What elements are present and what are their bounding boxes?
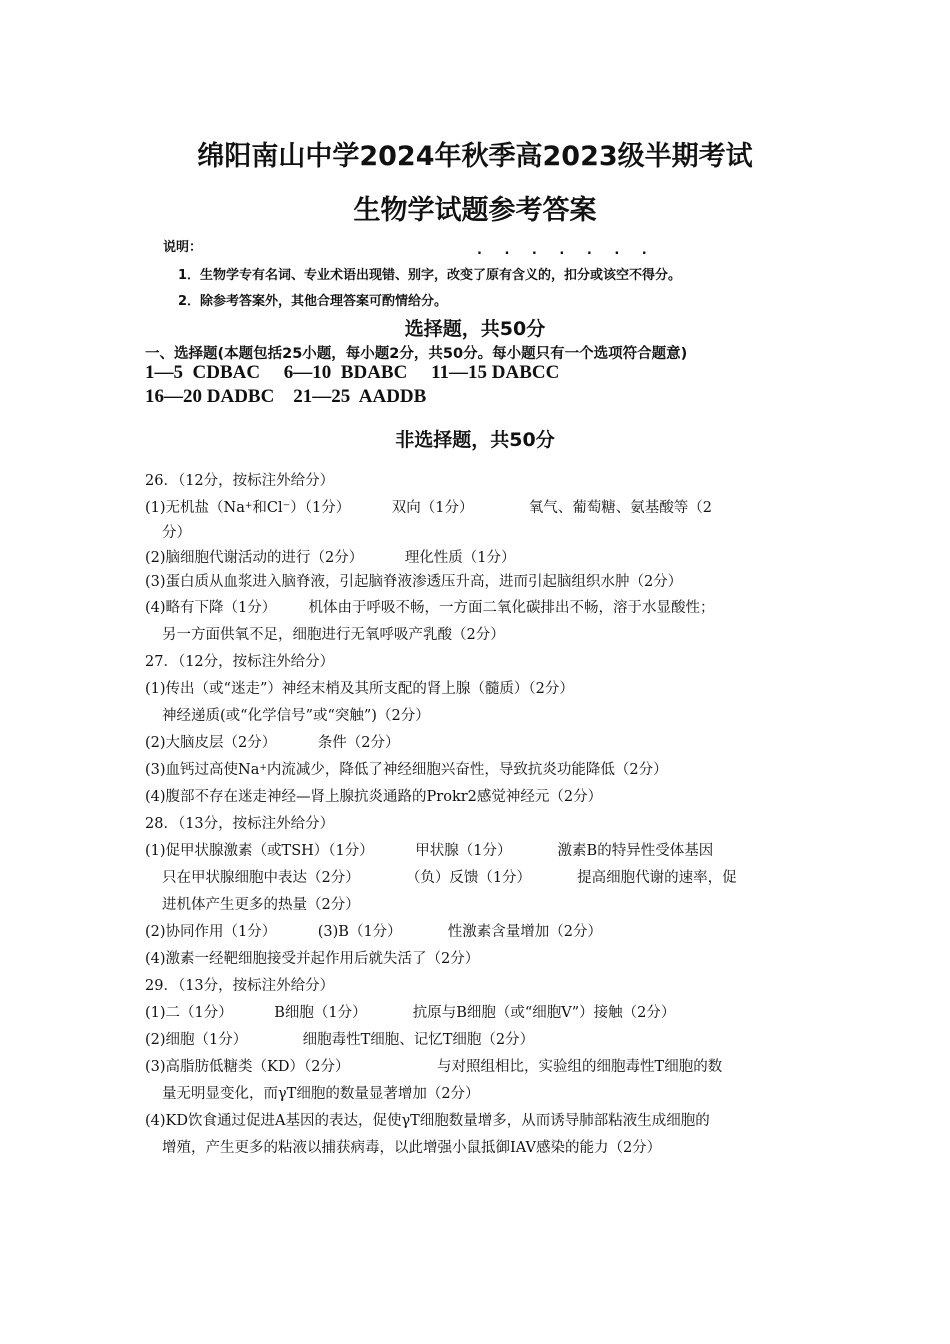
- answer-line: 量无明显变化，而γT细胞的数量显著增加（2分）: [162, 1086, 480, 1102]
- answer-line: (1)促甲状腺激素（或TSH）（1分） 甲状腺（1分） 激素B的特异性受体基因: [145, 843, 714, 859]
- mc-intro: 一、选择题(本题包括25小题，每小题2分，共50分。每小题只有一个选项符合题意): [145, 346, 688, 362]
- answer-line: (2)大脑皮层（2分） 条件（2分）: [145, 735, 400, 751]
- answer-line: (4)激素一经靶细胞接受并起作用后就失活了（2分）: [145, 951, 480, 967]
- superscript: +: [259, 763, 267, 773]
- note-item: 1．生物学专有名词、专业术语出现错、别字，改变了原有含义的，扣分或该空不得分。: [178, 268, 682, 283]
- superscript: +: [244, 501, 253, 511]
- answer-line: 神经递质(或“化学信号”或“突触”)（2分）: [162, 708, 430, 724]
- answer-text: (3)血钙过高使Na: [145, 762, 260, 778]
- mc-answers-line: 16—20 DADBC 21—25 AADDB: [145, 386, 427, 407]
- answer-line: (2)细胞（1分） 细胞毒性T细胞、记忆T细胞（2分）: [145, 1032, 535, 1048]
- document-subtitle: 生物学试题参考答案: [353, 195, 597, 226]
- mc-answers-line: 1—5 CDBAC 6—10 BDABC 11—15 DABCC: [145, 362, 560, 383]
- answer-line: (4)KD饮食通过促进A基因的表达，促使γT细胞数量增多，从而诱导肺部粘液生成细胞的: [145, 1113, 710, 1129]
- question-head: 28．（13分，按标注外给分）: [145, 816, 335, 832]
- answer-line: (4)腹部不存在迷走神经—肾上腺抗炎通路的Prokr2感觉神经元（2分）: [145, 789, 603, 805]
- answer-line: (4)略有下降（1分） 机体由于呼吸不畅，一方面二氧化碳排出不畅，溶于水显酸性；: [145, 600, 715, 616]
- answer-line: 增殖，产生更多的粘液以捕获病毒，以此增强小鼠抵御IAV感染的能力（2分）: [162, 1140, 662, 1156]
- note-item: 2．除参考答案外，其他合理答案可酌情给分。: [178, 294, 448, 309]
- answer-line: (1)传出（或“迷走”）神经末梢及其所支配的肾上腺（髓质）（2分）: [145, 681, 574, 697]
- notes-heading: 说明：: [163, 240, 203, 255]
- answer-line: [145, 498, 712, 518]
- document-title: 绵阳南山中学2024年秋季高2023级半期考试: [197, 141, 753, 172]
- emphasis-dots: . . . . . . .: [477, 243, 656, 258]
- answer-line: [145, 760, 668, 780]
- answer-line: (2)协同作用（1分） (3)B（1分） 性激素含量增加（2分）: [145, 924, 602, 940]
- answer-line: 进机体产生更多的热量（2分）: [162, 897, 360, 913]
- section-heading-free: 非选择题，共50分: [395, 429, 555, 451]
- answer-text: (1)无机盐（Na: [145, 500, 245, 516]
- answer-text: 和Cl⁻）（1分） 双向（1分） 氧气、葡萄糖、氨基酸等（2: [252, 500, 713, 516]
- answer-line: (1)二（1分） B细胞（1分） 抗原与B细胞（或“细胞Ⅴ”）接触（2分）: [145, 1005, 676, 1021]
- question-head: 26．（12分，按标注外给分）: [145, 473, 335, 489]
- answer-line: 分）: [162, 525, 191, 541]
- answer-line: 只在甲状腺细胞中表达（2分） （负）反馈（1分） 提高细胞代谢的速率，促: [162, 870, 737, 886]
- section-heading-mc: 选择题，共50分: [404, 318, 546, 340]
- answer-line: (3)高脂肪低糖类（KD）（2分） 与对照组相比，实验组的细胞毒性T细胞的数: [145, 1059, 723, 1075]
- question-head: 27．（12分，按标注外给分）: [145, 654, 335, 670]
- answer-line: 另一方面供氧不足，细胞进行无氧呼吸产乳酸（2分）: [162, 627, 505, 643]
- answer-line: (3)蛋白质从血浆进入脑脊液，引起脑脊液渗透压升高，进而引起脑组织水肿（2分）: [145, 574, 683, 590]
- question-head: 29．（13分，按标注外给分）: [145, 978, 335, 994]
- answer-line: (2)脑细胞代谢活动的进行（2分） 理化性质（1分）: [145, 550, 516, 566]
- answer-text: 内流减少，降低了神经细胞兴奋性，导致抗炎功能降低（2分）: [266, 762, 668, 778]
